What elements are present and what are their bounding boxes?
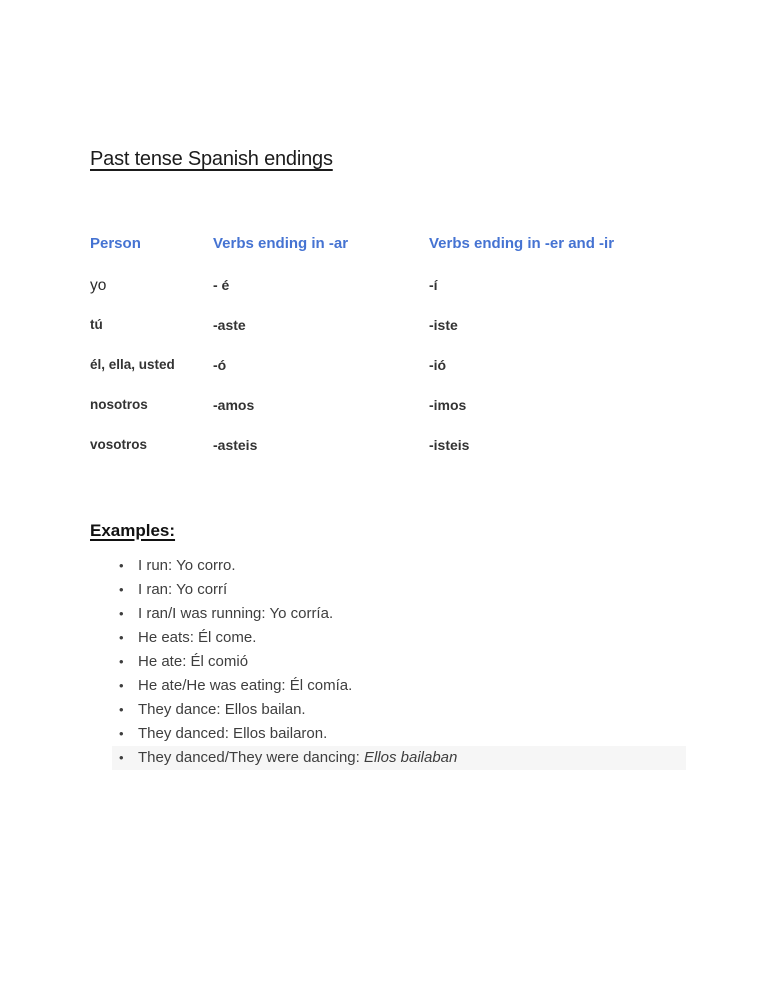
list-item-text: I run: Yo corro. xyxy=(138,557,236,574)
bullet-icon: • xyxy=(119,606,124,621)
bullet-icon: • xyxy=(119,558,124,573)
list-item xyxy=(112,650,686,674)
table-row xyxy=(90,277,680,317)
table-cell-er-ir-ending: -iste xyxy=(429,317,458,333)
bullet-icon: • xyxy=(119,726,124,741)
list-item xyxy=(112,554,686,578)
list-item xyxy=(112,698,686,722)
table-cell-er-ir-ending: -isteis xyxy=(429,437,470,453)
table-row xyxy=(90,357,680,397)
table-cell-er-ir-ending: -imos xyxy=(429,397,467,413)
list-item xyxy=(112,602,686,626)
table-cell-person: vosotros xyxy=(90,437,148,452)
bullet-icon: • xyxy=(119,702,124,717)
list-item xyxy=(112,746,686,770)
table-header-ar-verbs: Verbs ending in -ar xyxy=(213,235,349,252)
examples-list xyxy=(112,554,686,770)
list-item xyxy=(112,722,686,746)
list-item-emphasis: Ellos bailaban xyxy=(363,749,458,766)
table-cell-ar-ending: -asteis xyxy=(213,437,258,453)
list-item xyxy=(112,674,686,698)
table-cell-ar-ending: -amos xyxy=(213,397,255,413)
list-item-text: I ran/I was running: Yo corría. xyxy=(138,605,334,622)
page-title: Past tense Spanish endings xyxy=(90,148,333,170)
list-item-text: They dance: Ellos bailan. xyxy=(138,701,306,718)
table-cell-person: yo xyxy=(90,277,107,294)
table-header-person: Person xyxy=(90,235,141,252)
endings-table xyxy=(90,235,680,477)
table-cell-person: él, ella, usted xyxy=(90,357,175,372)
table-cell-er-ir-ending: -ió xyxy=(429,357,447,373)
table-cell-person: nosotros xyxy=(90,397,148,412)
table-cell-er-ir-ending: -í xyxy=(429,277,438,293)
list-item-text: He ate/He was eating: Él comía. xyxy=(138,677,353,694)
bullet-icon: • xyxy=(119,654,124,669)
list-item-text: They danced: Ellos bailaron. xyxy=(138,725,328,742)
list-item-text: He eats: Él come. xyxy=(138,629,257,646)
bullet-icon: • xyxy=(119,678,124,693)
table-header-row xyxy=(90,235,680,277)
list-item-text: He ate: Él comió xyxy=(138,653,249,670)
bullet-icon: • xyxy=(119,630,124,645)
table-cell-person: tú xyxy=(90,317,103,332)
table-cell-ar-ending: -aste xyxy=(213,317,246,333)
table-cell-ar-ending: - é xyxy=(213,277,230,293)
table-row xyxy=(90,437,680,477)
table-row xyxy=(90,317,680,357)
table-header-er-ir-verbs: Verbs ending in -er and -ir xyxy=(429,235,615,252)
list-item xyxy=(112,626,686,650)
bullet-icon: • xyxy=(119,750,124,765)
examples-heading: Examples: xyxy=(90,521,176,540)
bullet-icon: • xyxy=(119,582,124,597)
table-row xyxy=(90,397,680,437)
list-item-text: I ran: Yo corrí xyxy=(138,581,228,598)
list-item xyxy=(112,578,686,602)
list-item-text: They danced/They were dancing: xyxy=(138,749,364,766)
table-cell-ar-ending: -ó xyxy=(213,357,227,373)
